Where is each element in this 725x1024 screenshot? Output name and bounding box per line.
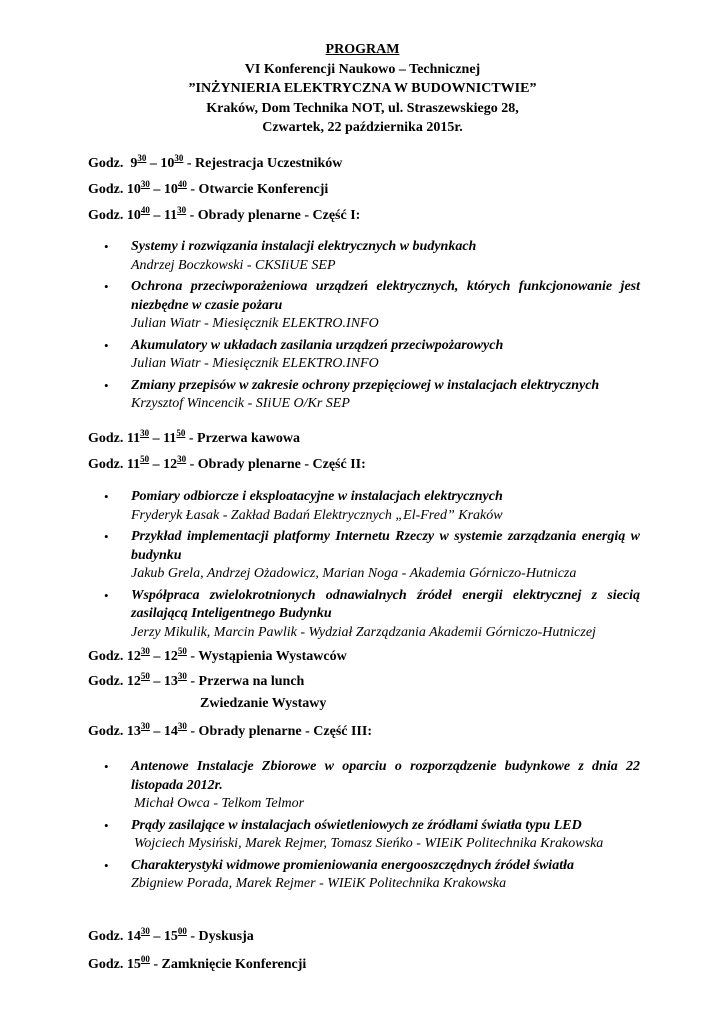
talk-authors: Jakub Grela, Andrzej Ożadowicz, Marian Noga - Akademia Górniczo-Hutnicza <box>131 566 577 581</box>
talk-title: Zmiany przepisów w zakresie ochrony przepięciowej w instalacjach elektrycznych <box>131 377 600 393</box>
talk-authors: Julian Wiatr - Miesięcznik ELEKTRO.INFO <box>131 356 379 371</box>
conference-date: Czwartek, 22 października 2015r. <box>262 120 463 135</box>
conference-venue: Kraków, Dom Technika NOT, ul. Straszewskiego 28, <box>206 100 519 116</box>
bullet-icon: • <box>104 279 109 294</box>
schedule-row: Godz. $11^{30} - 11^{50}$ - Przerwa kawowa <box>88 428 301 446</box>
schedule-row: Godz. $13^{30} - 14^{30}$ - Obrady plenarne - Część III: <box>88 721 372 739</box>
exhibition-visit: Zwiedzanie Wystawy <box>200 696 327 711</box>
schedule-row: Godz. $10^{30} - 10^{40}$ - Otwarcie Konferencji <box>88 179 329 197</box>
talk-title: Przykład implementacji platformy Internetu Rzeczy w systemie zarządzania energią w budynku <box>131 529 640 563</box>
schedule-row: Godz. $11^{50} - 12^{30}$ - Obrady plenarne - Część II: <box>88 454 366 472</box>
bullet-icon: • <box>104 337 109 353</box>
bullet-icon: • <box>104 817 109 833</box>
list-item <box>88 278 640 334</box>
talk-authors: Wojciech Mysiński, Marek Rejmer, Tomasz Sieńko - WIEiK Politechnika Krakowska <box>134 836 604 851</box>
session-1-talks <box>88 238 640 417</box>
session-3-talks <box>88 758 640 897</box>
bullet-icon: • <box>104 377 109 393</box>
list-item <box>88 377 640 414</box>
bullet-icon: • <box>104 587 109 603</box>
talk-title: Antenowe Instalacje Zbiorowe w oparciu o rozporządzenie budynkowe z dnia 22 listopada 2012r. <box>131 759 640 793</box>
talk-title: Akumulatory w układach zasilania urządzeń przeciwpożarowych <box>131 337 504 353</box>
list-item <box>88 587 640 643</box>
talk-authors: Julian Wiatr - Miesięcznik ELEKTRO.INFO <box>131 316 379 331</box>
talk-authors: Krzysztof Wincencik - SIiUE O/Kr SEP <box>131 396 350 411</box>
bullet-icon: • <box>104 857 109 873</box>
schedule-row: Godz. $9^{30} - 10^{30}$ - Rejestracja Uczestników <box>88 153 343 171</box>
talk-title: Prądy zasilające w instalacjach oświetleniowych ze źródłami światła typu LED <box>131 817 582 833</box>
list-item <box>88 817 640 854</box>
talk-title: Współpraca zwielokrotnionych odnawialnych źródeł energii elektrycznej z siecią zasilającą Inteligentnego Budynku <box>131 587 640 621</box>
schedule-row: Godz. $12^{30} - 12^{50}$ - Wystąpienia Wystawców <box>88 646 347 664</box>
talk-title: Ochrona przeciwporażeniowa urządzeń elektrycznych, których funkcjonowanie jest niezbędne w czasie pożaru <box>131 279 640 313</box>
bullet-icon: • <box>104 759 109 774</box>
schedule-row-closing: Godz. $15^{00}$ - Zamknięcie Konferencji <box>88 954 307 972</box>
talk-title: Charakterystyki widmowe promieniowania energooszczędnych źródeł światła <box>131 857 574 873</box>
list-item <box>88 337 640 374</box>
schedule-row: Godz. $14^{30} - 15^{00}$ - Dyskusja <box>88 926 254 944</box>
list-item <box>88 238 640 275</box>
bullet-icon: • <box>104 239 109 254</box>
list-item <box>88 857 640 894</box>
talk-authors: Zbigniew Porada, Marek Rejmer - WIEiK Politechnika Krakowska <box>131 876 507 891</box>
program-header <box>0 40 725 138</box>
list-item <box>88 528 640 584</box>
talk-authors: Andrzej Boczkowski - CKSIiUE SEP <box>131 257 336 273</box>
schedule-row: Godz. $12^{50} - 13^{30}$ - Przerwa na lunch <box>88 671 305 689</box>
talk-authors: Fryderyk Łasak - Zakład Badań Elektrycznych „El-Fred” Kraków <box>131 507 503 523</box>
bullet-icon: • <box>104 529 109 544</box>
schedule-row: Godz. $10^{40} - 11^{30}$ - Obrady plenarne - Część I: <box>88 205 361 223</box>
talk-title: Pomiary odbiorcze i eksploatacyjne w instalacjach elektrycznych <box>131 489 503 504</box>
talk-authors: Jerzy Mikulik, Marcin Pawlik - Wydział Zarządzania Akademii Górniczo-Hutniczej <box>131 624 596 640</box>
conference-edition: VI Konferencji Naukowo – Technicznej <box>244 61 481 77</box>
program-title: PROGRAM <box>325 42 400 57</box>
list-item <box>88 758 640 814</box>
talk-title: Systemy i rozwiązania instalacji elektrycznych w budynkach <box>131 239 477 254</box>
conference-name: ”INŻYNIERIA ELEKTRYCZNA W BUDOWNICTWIE” <box>188 81 537 96</box>
list-item <box>88 488 640 525</box>
session-2-talks <box>88 488 640 645</box>
talk-authors: Michał Owca - Telkom Telmor <box>134 796 305 811</box>
bullet-icon: • <box>104 489 109 504</box>
